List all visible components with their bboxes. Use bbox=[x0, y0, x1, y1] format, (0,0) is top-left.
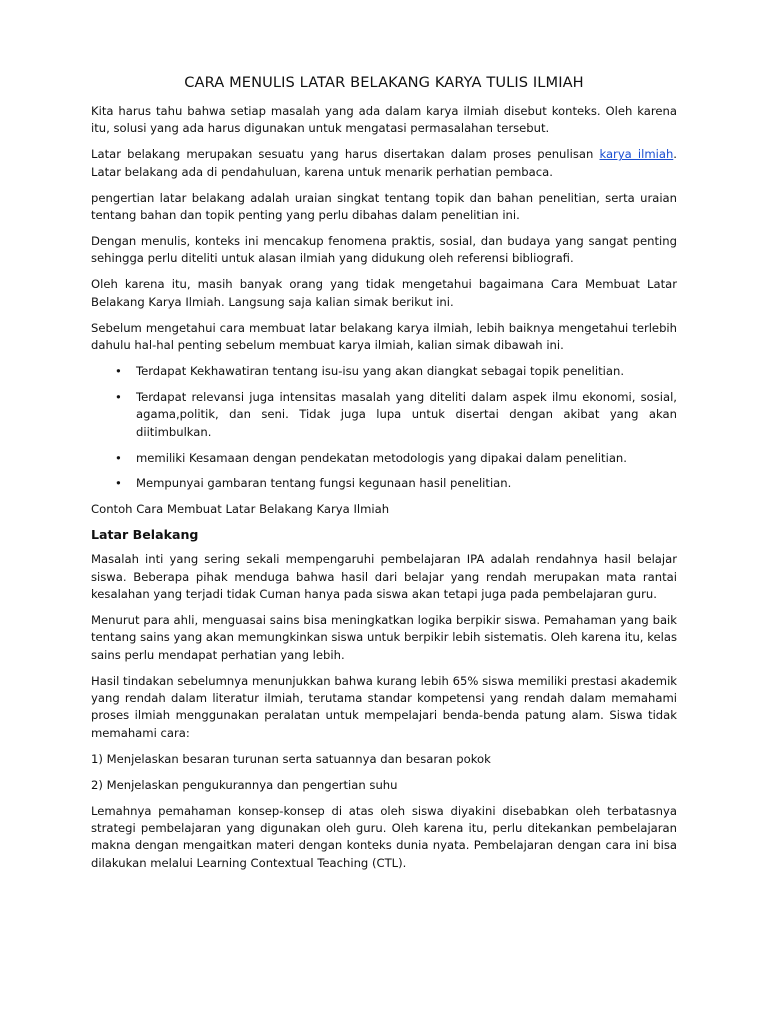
intro-paragraph-2-after: . Latar belakang ada di pendahuluan, karena untuk menarik perhatian pembaca. bbox=[91, 147, 677, 179]
intro-paragraph-1: Kita harus tahu bahwa setiap masalah yang ada dalam karya ilmiah disebut konteks. Oleh karena itu, solusi yang ada harus digunakan untuk mengatasi permasalahan tersebut. bbox=[91, 104, 677, 136]
intro-paragraph-2-before: Latar belakang merupakan sesuatu yang harus disertakan dalam proses penulisan bbox=[91, 147, 600, 162]
intro-paragraph-4: Dengan menulis, konteks ini mencakup fenomena praktis, sosial, dan budaya yang sangat penting sehingga perlu diteliti untuk alasan ilmiah yang didukung oleh referensi bibliografi. bbox=[91, 233, 677, 266]
body-paragraph-6: Lemahnya pemahaman konsep-konsep di atas oleh siswa diyakini disebabkan oleh terbatasnya strategi pembelajaran yang digunakan oleh guru. Oleh karena itu, perlu ditekankan pembelajaran makna dengan mengaitkan materi dengan konteks dunia nyata. Pembelajaran dengan cara ini bisa dilakukan melalui Learning Contextual Teaching (CTL). bbox=[91, 803, 677, 870]
list-item-text: Terdapat relevansi juga intensitas masalah yang diteliti dalam aspek ilmu ekonomi, sosial, agama,politik, dan seni. Tidak juga lupa untuk disertai dengan akibat yang akan diitimbulkan. bbox=[136, 389, 677, 439]
intro-paragraph-5: Oleh karena itu, masih banyak orang yang tidak mengetahui bagaimana Cara Membuat Latar Belakang Karya Ilmiah. Langsung saja kalian simak berikut ini. bbox=[91, 277, 677, 309]
section-heading: Latar Belakang bbox=[91, 527, 199, 543]
list-item bbox=[115, 363, 677, 380]
body-paragraph-4: 1) Menjelaskan besaran turunan serta satuannya dan besaran pokok bbox=[91, 751, 491, 766]
body-paragraph-3: Hasil tindakan sebelumnya menunjukkan bahwa kurang lebih 65% siswa memiliki prestasi akademik yang rendah dalam literatur ilmiah, terutama standar kompetensi yang rendah dalam memahami proses ilmiah menggunakan peralatan untuk mempelajari benda-benda patung alam. Siswa tidak memahami cara: bbox=[91, 673, 677, 740]
intro-paragraph-2 bbox=[91, 146, 677, 181]
list-item-text: memiliki Kesamaan dengan pendekatan metodologis yang dipakai dalam penelitian. bbox=[136, 450, 627, 465]
bullet-marker: • bbox=[115, 450, 122, 465]
example-heading: Contoh Cara Membuat Latar Belakang Karya Ilmiah bbox=[91, 502, 390, 517]
bullet-marker: • bbox=[115, 389, 122, 404]
bullet-marker: • bbox=[115, 476, 122, 491]
list-item bbox=[115, 450, 677, 467]
list-item-text: Mempunyai gambaran tentang fungsi kegunaan hasil penelitian. bbox=[136, 476, 512, 491]
document-title: CARA MENULIS LATAR BELAKANG KARYA TULIS ILMIAH bbox=[184, 74, 584, 91]
intro-paragraph-3: pengertian latar belakang adalah uraian singkat tentang topik dan bahan penelitian, serta uraian tentang bahan dan topik penting yang perlu dibahas dalam penelitian ini. bbox=[91, 190, 677, 223]
karya-ilmiah-link[interactable]: karya ilmiah bbox=[599, 147, 674, 162]
body-paragraph-1: Masalah inti yang sering sekali mempengaruhi pembelajaran IPA adalah rendahnya hasil belajar siswa. Beberapa pihak menduga bahwa hasil dari belajar yang rendah merupakan mata rantai kesalahan yang terjadi tidak Cuman hanya pada siswa akan tetapi juga pada pembelajaran guru. bbox=[91, 552, 677, 602]
body-paragraph-5: 2) Menjelaskan pengukurannya dan pengertian suhu bbox=[91, 777, 398, 792]
bullet-marker: • bbox=[115, 363, 122, 378]
body-paragraph-2: Menurut para ahli, menguasai sains bisa meningkatkan logika berpikir siswa. Pemahaman yang baik tentang sains yang akan memungkinkan siswa untuk berpikir lebih sistematis. Oleh karena itu, kelas sains perlu mendapat perhatian yang lebih. bbox=[91, 612, 677, 662]
list-item bbox=[115, 389, 677, 441]
list-item-text: Terdapat Kekhawatiran tentang isu-isu yang akan diangkat sebagai topik penelitian. bbox=[136, 363, 625, 378]
list-item bbox=[115, 475, 677, 492]
bullet-list bbox=[91, 363, 677, 493]
intro-paragraph-6: Sebelum mengetahui cara membuat latar belakang karya ilmiah, lebih baiknya mengetahui terlebih dahulu hal-hal penting sebelum membuat karya ilmiah, kalian simak dibawah ini. bbox=[91, 320, 677, 352]
